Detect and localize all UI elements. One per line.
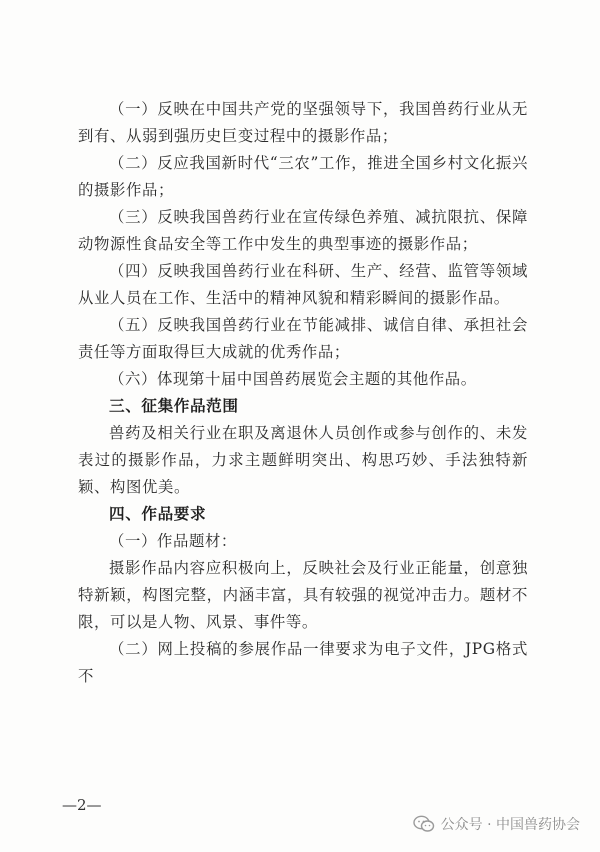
paragraph-submission: （二）网上投稿的参展作品一律要求为电子文件，JPG格式不 [78,640,528,685]
paragraph-subject-body: 摄影作品内容应积极向上，反映社会及行业正能量，创意独特新颖，构图完整，内涵丰富，具有较强的视觉冲击力。题材不限，可以是人物、风景、事件等。 [78,559,528,631]
paragraph-item-6: （六）体现第十届中国兽药展览会主题的其他作品。 [109,370,477,388]
paragraph-item-2: （二）反应我国新时代“三农”工作，推进全国乡村文化振兴的摄影作品； [78,154,528,199]
page-number: —2— [62,796,102,814]
paragraph-item-3: （三）反映我国兽药行业在宣传绿色养殖、减抗限抗、保障动物源性食品安全等工作中发生的典型事迹的摄影作品； [78,208,528,253]
paragraph-item-4: （四）反映我国兽药行业在科研、生产、经营、监管等领域从业人员在工作、生活中的精神风貌和精彩瞬间的摄影作品。 [78,262,528,307]
paragraph-item-1: （一）反映在中国共产党的坚强领导下，我国兽药行业从无到有、从弱到强历史巨变过程中的摄影作品； [78,100,528,145]
wechat-icon [413,815,435,833]
wechat-watermark [413,814,580,834]
document-body [78,96,528,690]
paragraph-scope: 兽药及相关行业在职及离退休人员创作或参与创作的、未发表过的摄影作品，力求主题鲜明突出、构思巧妙、手法独特新颖、构图优美。 [78,424,528,496]
section-heading-4: 四、作品要求 [109,505,207,523]
paragraph-subject-label: （一）作品题材： [109,532,237,550]
section-heading-3: 三、征集作品范围 [109,397,239,415]
watermark-text: 公众号 · 中国兽药协会 [440,817,580,833]
paragraph-item-5: （五）反映我国兽药行业在节能减排、诚信自律、承担社会责任等方面取得巨大成就的优秀作品； [78,316,528,361]
